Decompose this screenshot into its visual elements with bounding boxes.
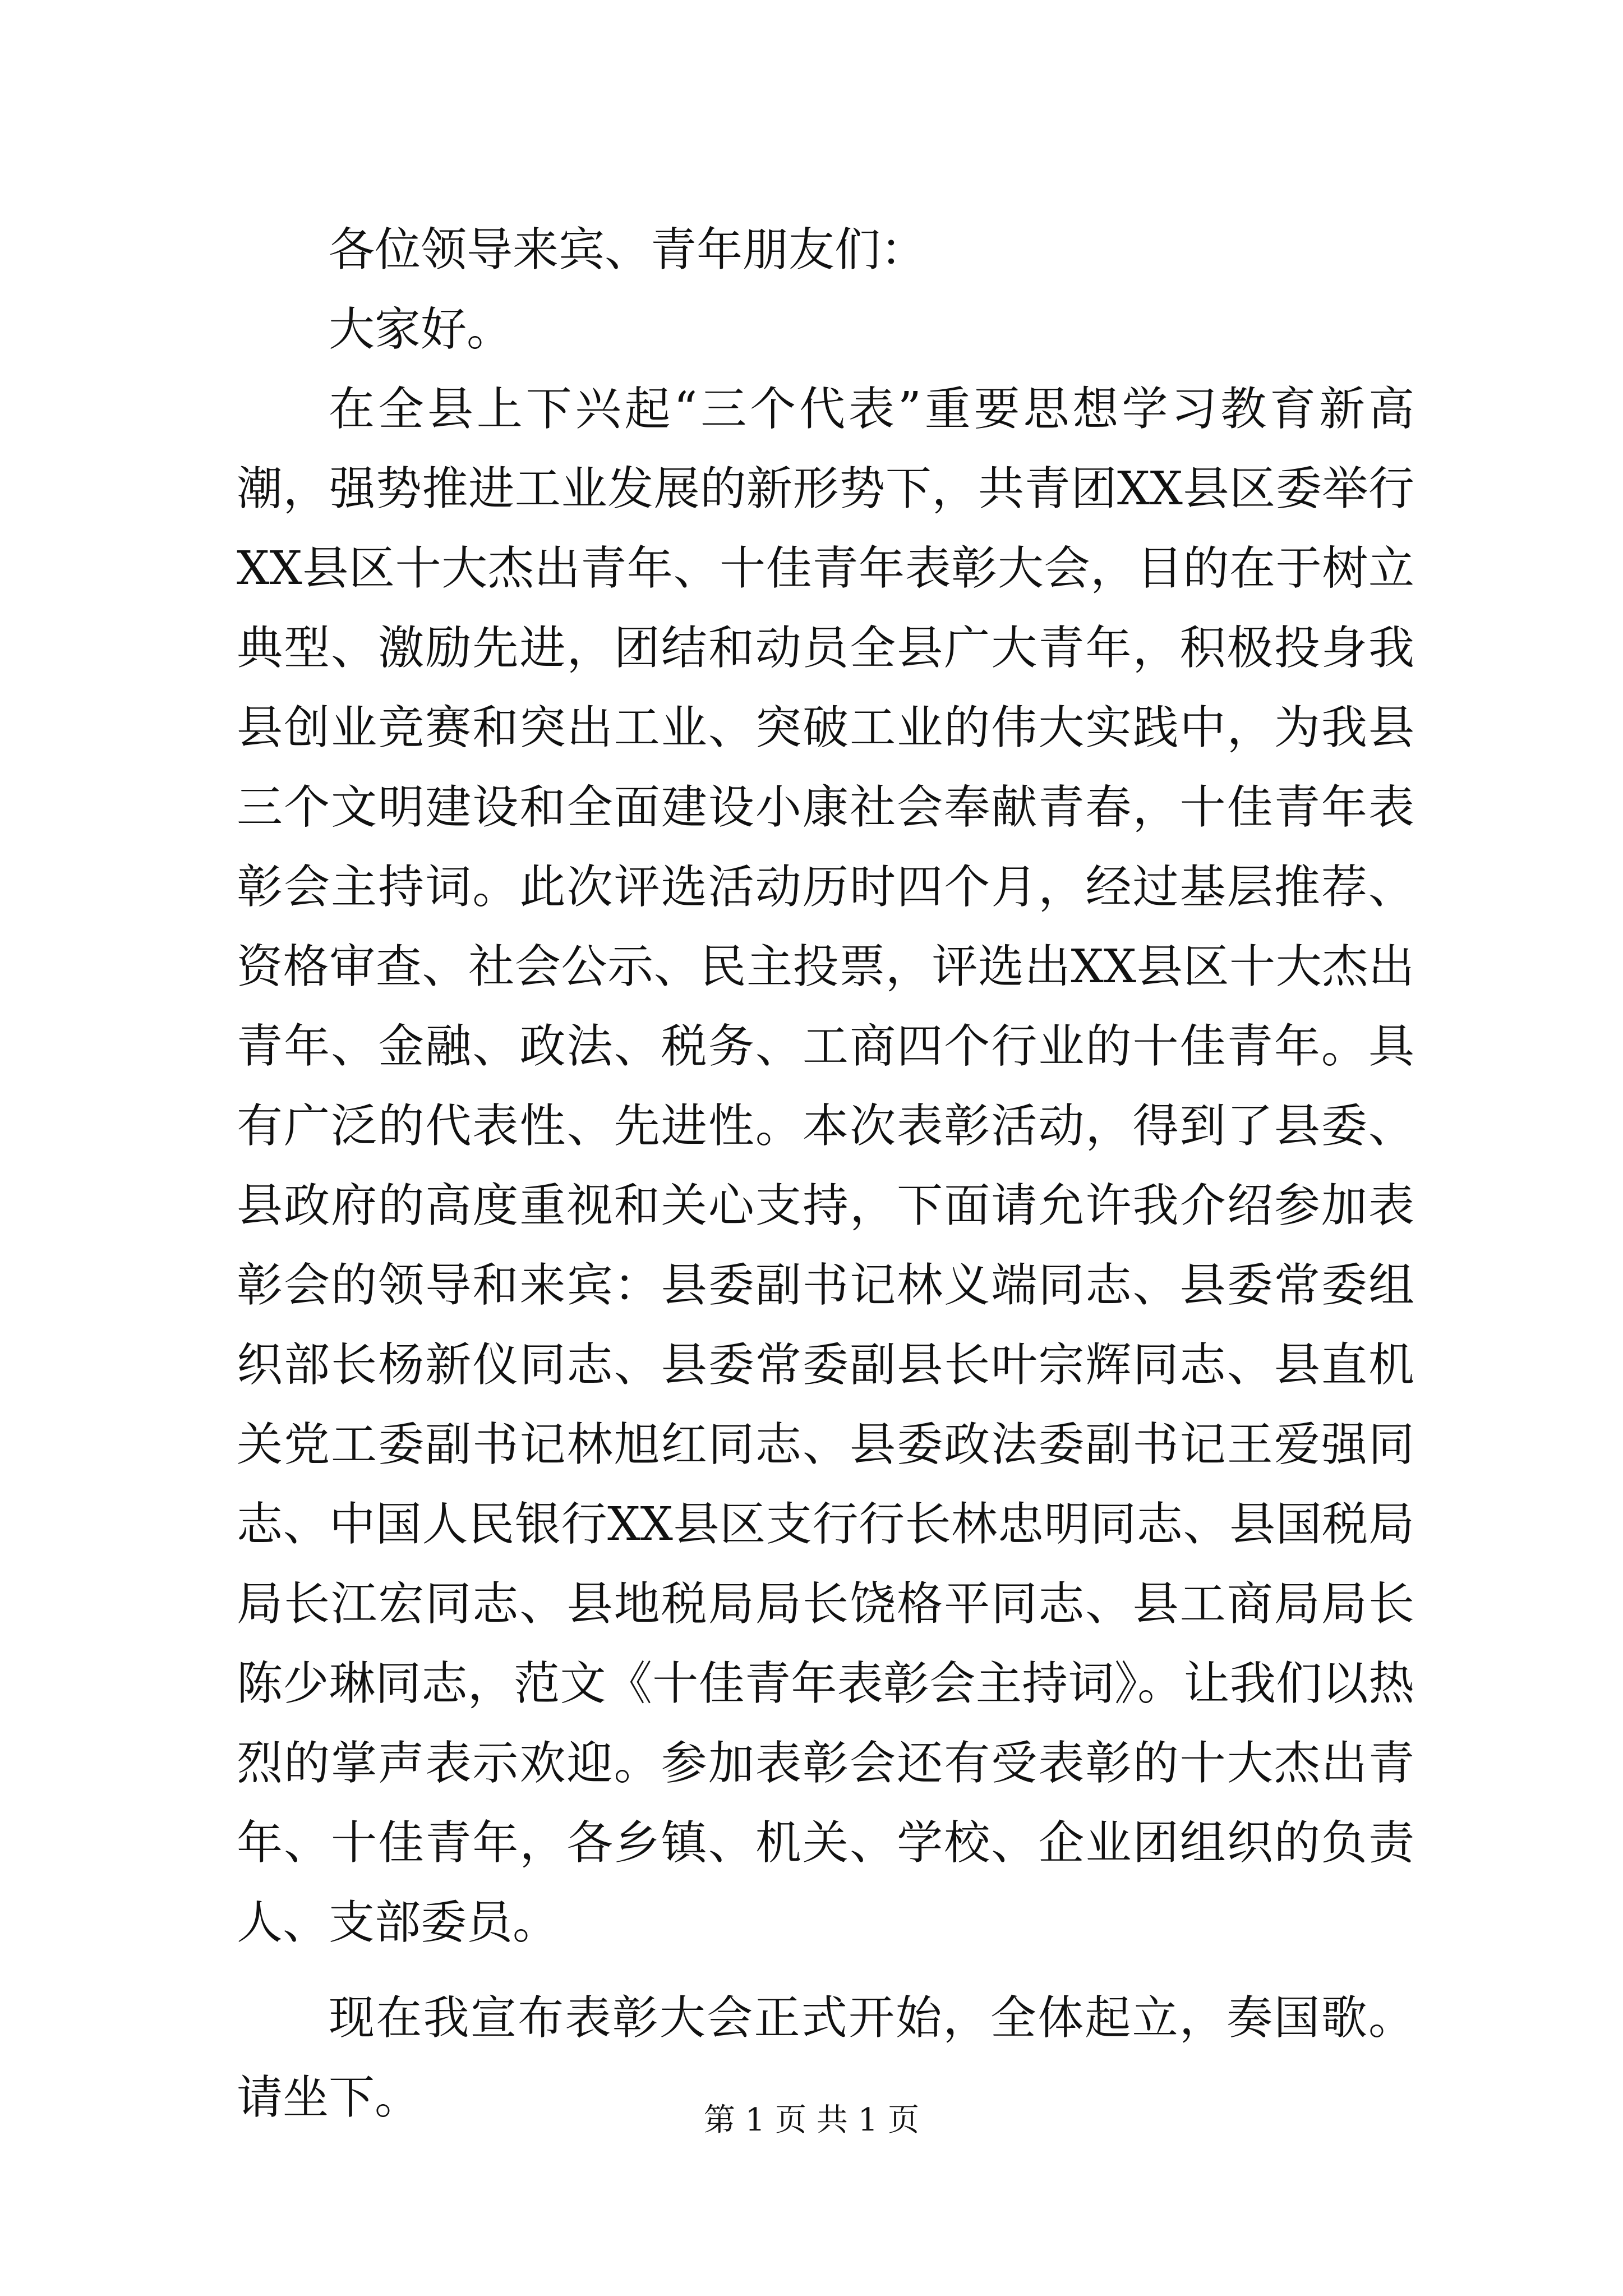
main-paragraph: 在全县上下兴起“三个代表”重要思想学习教育新高潮，强势推进工业发展的新形势下，共青团XX县区委举行XX县区十大杰出青年、十佳青年表彰大会，目的在于树立典型、激励先进，团结和动员全县广大青年，积极投身我县创业竞赛和突出工业、突破工业的伟大实践中，为我县三个文明建设和全面建设小康社会奉献青春，十佳青年表彰会主持词。此次评选活动历时四个月，经过基层推荐、资格审查、社会公示、民主投票，评选出XX县区十大杰出青年、金融、政法、税务、工商四个行业的十佳青年。具有广泛的代表性、先进性。本次表彰活动，得到了县委、县政府的高度重视和关心支持，下面请允许我介绍参加表彰会的领导和来宾：县委副书记林义端同志、县委常委组织部长杨新仪同志、县委常委副县长叶宗辉同志、县直机关党工委副书记林旭红同志、县委政法委副书记王爱强同志、中国人民银行XX县区支行行长林忠明同志、县国税局局长江宏同志、县地税局局长饶格平同志、县工商局局长陈少琳同志，范文《十佳青年表彰会主持词》。让我们以热烈的掌声表示欢迎。参加表彰会还有受表彰的十大杰出青年、十佳青年，各乡镇、机关、学校、企业团组织的负责人、支部委员。 <box>237 383 1414 1949</box>
page-footer: 第 1 页 共 1 页 <box>703 2102 920 2138</box>
closing-paragraph: 现在我宣布表彰大会正式开始，全体起立，奏国歌。请坐下。 <box>237 1991 1414 2124</box>
document-body <box>237 210 1414 2138</box>
salutation-paragraph: 各位领导来宾、青年朋友们： <box>329 223 927 277</box>
greeting-paragraph: 大家好。 <box>329 303 513 356</box>
